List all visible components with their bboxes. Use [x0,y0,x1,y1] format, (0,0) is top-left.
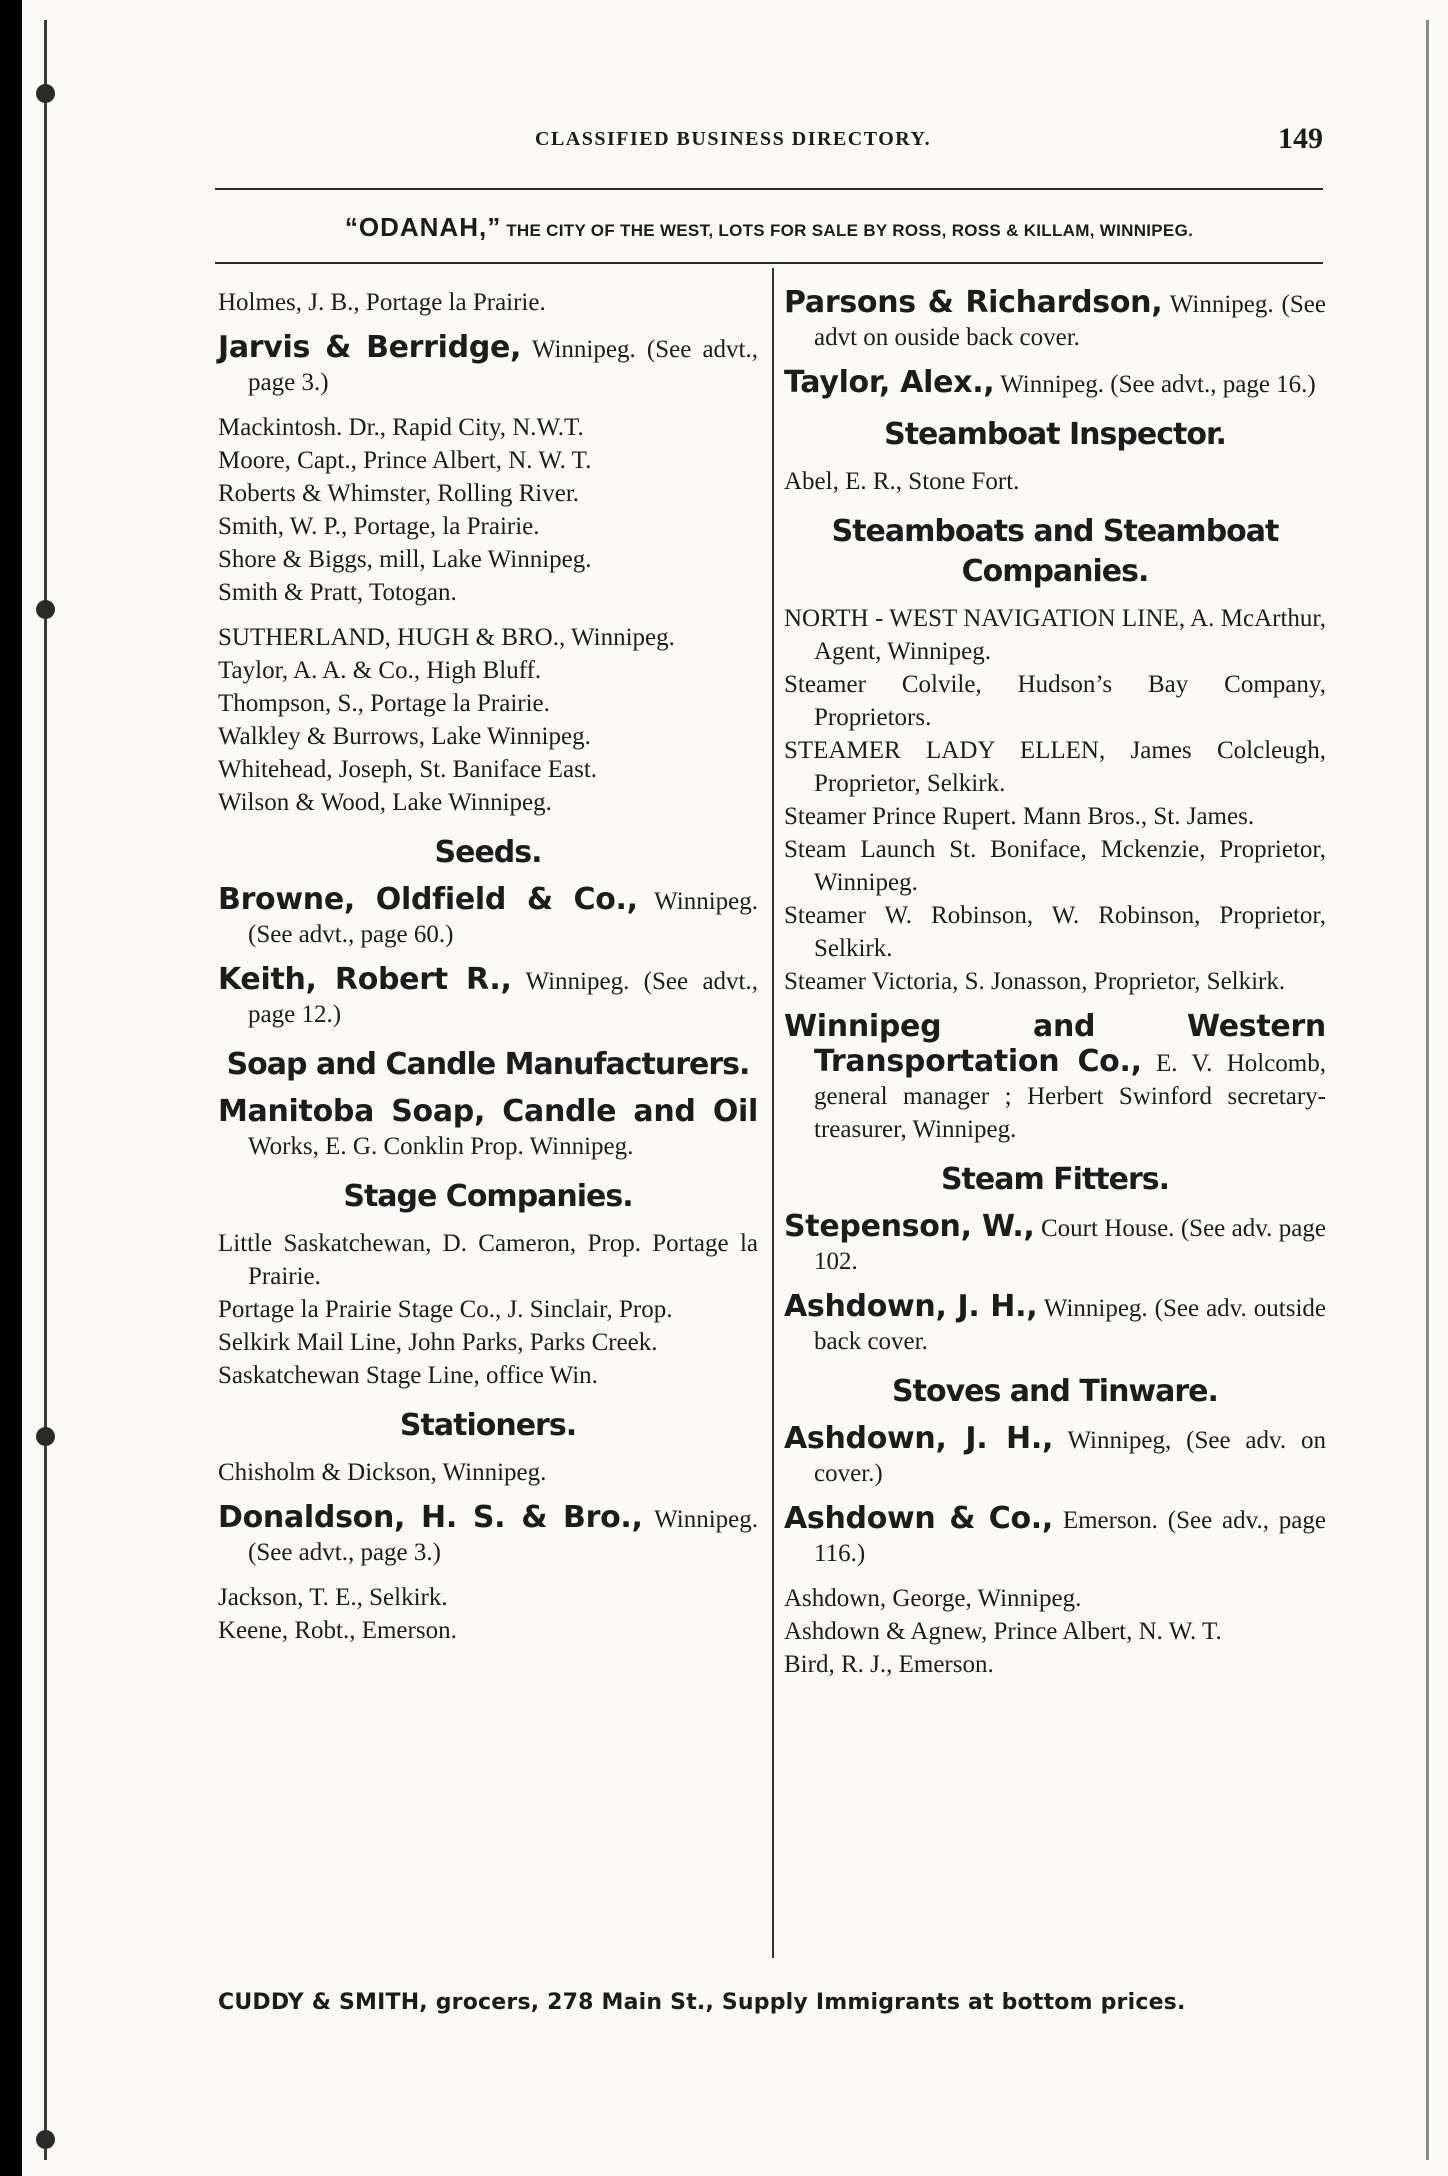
entry-name: Donaldson, H. S. & Bro., [218,1500,643,1535]
directory-entry: Steam Launch St. Boniface, Mckenzie, Proprietor, Winnipeg. [784,836,1326,896]
directory-entry: Ashdown, George, Winnipeg. [784,1585,1082,1612]
entry-text: Winnipeg. (See advt., page 3.) [248,1506,759,1566]
entry-text: Emerson. (See adv., page 116.) [814,1507,1326,1567]
entry-text: E. V. Holcomb, general manager ; Herbert Swinford secretary-treasurer, Winnipeg. [814,1050,1326,1143]
column-divider [772,268,774,1958]
entry-name: Manitoba Soap, Candle and Oil [218,1094,758,1129]
directory-entry: Saskatchewan Stage Line, office Win. [218,1362,598,1389]
directory-entry: Jackson, T. E., Selkirk. [218,1584,448,1611]
entry-text: Winnipeg, (See adv. on cover.) [814,1427,1326,1487]
header-rule [215,188,1323,190]
section-heading: Soap and Candle Manufacturers. [226,1047,750,1082]
spine-mark [36,1427,55,1446]
directory-entry: Moore, Capt., Prince Albert, N. W. T. [218,447,592,474]
directory-entry [218,1501,758,1569]
directory-entry: NORTH - WEST NAVIGATION LINE, A. McArthur, Agent, Winnipeg. [784,605,1326,665]
directory-entry: Portage la Prairie Stage Co., J. Sinclair, Prop. [218,1296,673,1323]
directory-entry: Smith & Pratt, Totogan. [218,579,457,606]
directory-entry: Bird, R. J., Emerson. [784,1651,994,1678]
directory-entry: Walkley & Burrows, Lake Winnipeg. [218,723,591,750]
directory-entry: Roberts & Whimster, Rolling River. [218,480,580,507]
directory-entry: Abel, E. R., Stone Fort. [784,468,1020,495]
right-column [784,286,1326,1681]
directory-entry: Keene, Robt., Emerson. [218,1617,457,1644]
left-column [218,286,758,1647]
directory-entry [218,331,758,399]
section-heading: Stoves and Tinware. [892,1374,1218,1409]
section-heading: Seeds. [434,835,542,870]
entry-text: Winnipeg. (See advt on ouside back cover. [814,291,1326,351]
directory-entry: Selkirk Mail Line, John Parks, Parks Creek. [218,1329,658,1356]
directory-entry: Chisholm & Dickson, Winnipeg. [218,1459,547,1486]
footer-advert: CUDDY & SMITH, grocers, 278 Main St., Supply Immigrants at bottom prices. [218,1990,1186,2015]
entry-name: Parsons & Richardson, [784,285,1163,320]
banner-name: “ODANAH,” [344,212,502,242]
entry-name: Ashdown, J. H., [784,1289,1038,1324]
page-number: 149 [1278,122,1323,155]
banner-rule [215,262,1323,264]
directory-entry: Steamer Prince Rupert. Mann Bros., St. James. [784,803,1255,830]
entry-text: Winnipeg. (See advt., page 12.) [248,968,758,1028]
directory-entry: Shore & Biggs, mill, Lake Winnipeg. [218,546,592,573]
section-heading: Steamboat Inspector. [884,417,1226,452]
page-edge-line [1426,20,1429,2160]
directory-entry: Taylor, A. A. & Co., High Bluff. [218,657,542,684]
section-heading: Stationers. [399,1408,577,1443]
spine-mark [36,84,55,103]
scan-binding-edge [0,0,22,2176]
section-heading: Stage Companies. [343,1179,633,1214]
page-header [215,122,1323,162]
directory-entry: Holmes, J. B., Portage la Prairie. [218,289,546,316]
directory-entry: Thompson, S., Portage la Prairie. [218,690,550,717]
directory-entry [218,963,758,1031]
directory-entry [784,1502,1326,1570]
entry-name: Stepenson, W., [784,1209,1035,1244]
entry-name: Taylor, Alex., [784,365,995,400]
advert-banner [215,212,1323,243]
directory-entry: Mackintosh. Dr., Rapid City, N.W.T. [218,414,584,441]
entry-text: Winnipeg. (See advt., page 60.) [248,888,758,948]
directory-entry [784,1210,1326,1278]
entry-text: Court House. (See adv. page 102. [814,1215,1326,1275]
banner-text: THE CITY OF THE WEST, LOTS FOR SALE BY ROSS, ROSS & KILLAM, WINNIPEG. [506,221,1194,240]
directory-entry: Whitehead, Joseph, St. Baniface East. [218,756,598,783]
directory-entry [784,286,1326,354]
directory-entry: Steamer Colvile, Hudson’s Bay Company, Proprietors. [784,671,1326,731]
section-heading: Steamboats and Steamboat Companies. [831,514,1279,589]
entry-name: Winnipeg and Western Transportation Co., [784,1009,1326,1079]
section-heading: Steam Fitters. [940,1162,1170,1197]
entry-name: Jarvis & Berridge, [218,330,522,365]
directory-entry [784,1422,1326,1490]
running-title: CLASSIFIED BUSINESS DIRECTORY. [535,128,932,150]
directory-entry: SUTHERLAND, HUGH & BRO., Winnipeg. [218,624,675,651]
directory-entry: Little Saskatchewan, D. Cameron, Prop. Portage la Prairie. [218,1230,758,1290]
directory-entry [784,366,1326,401]
directory-entry: STEAMER LADY ELLEN, James Colcleugh, Proprietor, Selkirk. [784,737,1326,797]
spine-mark [36,2130,55,2149]
directory-entry [784,1290,1326,1358]
entry-name: Ashdown & Co., [784,1501,1053,1536]
entry-text: Winnipeg. (See advt., page 16.) [994,371,1316,398]
entry-name: Browne, Oldfield & Co., [218,882,638,917]
spine-mark [36,600,55,619]
directory-entry: Steamer Victoria, S. Jonasson, Proprietor, Selkirk. [784,968,1286,995]
entry-name: Ashdown, J. H., [784,1421,1054,1456]
directory-entry [218,1095,758,1163]
directory-entry [784,1010,1326,1146]
directory-entry: Smith, W. P., Portage, la Prairie. [218,513,540,540]
book-spine-line [44,20,47,2160]
directory-entry: Wilson & Wood, Lake Winnipeg. [218,789,552,816]
entry-text: Winnipeg. (See adv. outside back cover. [814,1295,1326,1355]
directory-entry: Ashdown & Agnew, Prince Albert, N. W. T. [784,1618,1222,1645]
entry-text: Winnipeg. (See advt., page 3.) [248,336,758,396]
directory-entry: Steamer W. Robinson, W. Robinson, Proprietor, Selkirk. [784,902,1326,962]
directory-entry [218,883,758,951]
entry-text: Works, E. G. Conklin Prop. Winnipeg. [248,1133,634,1160]
entry-name: Keith, Robert R., [218,962,512,997]
